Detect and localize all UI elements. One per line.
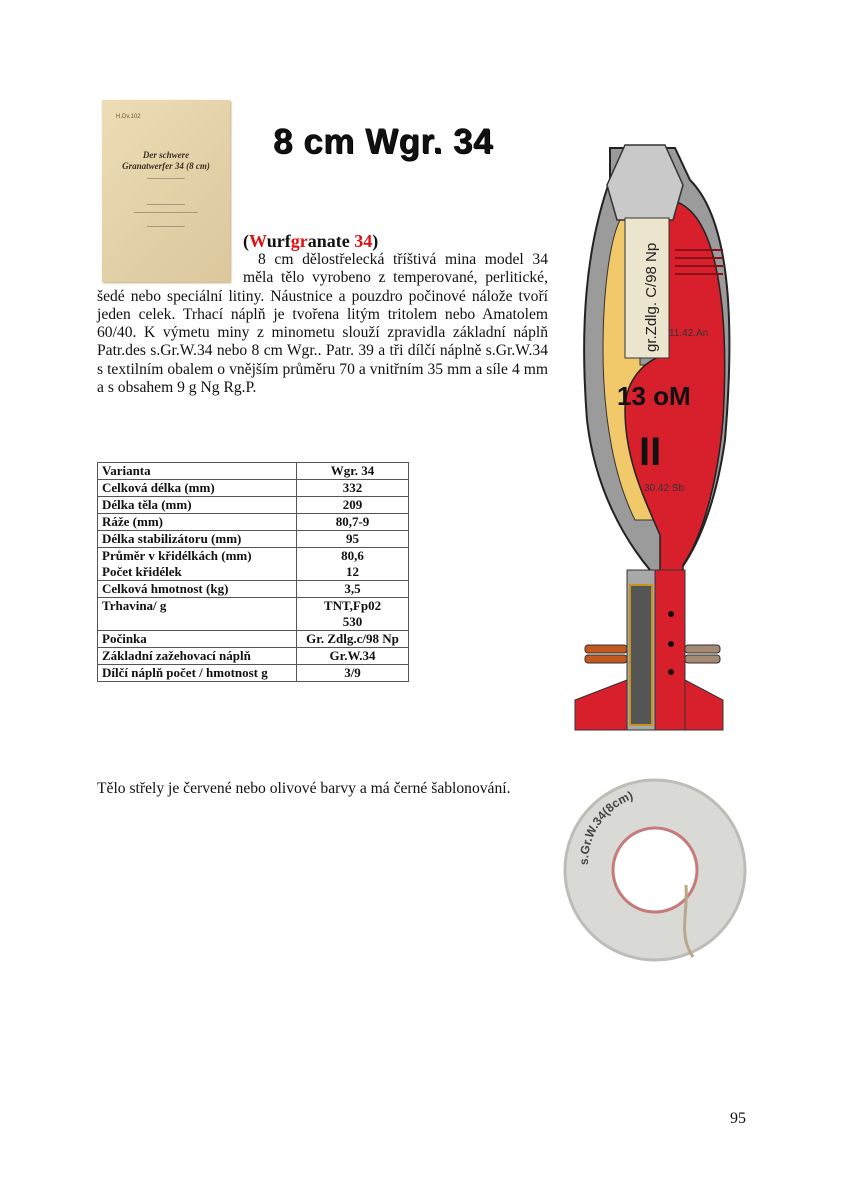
row-label (98, 531, 297, 548)
row-label (98, 648, 297, 665)
cover-text-line (147, 204, 185, 205)
row-label (98, 463, 297, 480)
cell-value: 12 (346, 564, 359, 579)
subtitle-part: anate (307, 231, 355, 251)
table-row (98, 531, 409, 548)
page-number: 95 (730, 1110, 746, 1127)
table-row (98, 598, 409, 631)
row-value (297, 480, 409, 497)
subtitle-paren: ) (372, 231, 379, 251)
description-paragraph: 8 cm dělostřelecká tříštivá mina model 34 měla tělo vyrobeno z temperované, perlitické, šedé nebo speciální litiny. Náustnice a pouzdro počinové nálože tvoří jeden celek. Trhací náplň je tvořena litým tritolem nebo Amatolem 60/40. K výmetu miny z minometu slouží zpravidla základní náplň Patr.des s.Gr.W.34 nebo 8 cm Wgr.. Patr. 39 a tři dílčí náplně s.Gr.W.34 s textilním obalem o vnějším průměru 70 a vnitřním 35 mm a síle 4 mm a s obsahem 9 g Ng Rg.P. (97, 251, 548, 397)
marking-ii: II (639, 430, 662, 474)
marking-13om: 13 oM (617, 381, 691, 411)
row-label (98, 581, 297, 598)
subtitle-paren: ( (243, 231, 249, 251)
color-note-text: Tělo střely je červené nebo olivové barvy a má černé šablonování. (97, 780, 511, 797)
cell-value: 530 (342, 614, 363, 629)
tail-tube-red (655, 570, 685, 730)
row-label (98, 514, 297, 531)
cell-value: Wgr. 34 (330, 463, 375, 478)
cell-label: Počet křidélek (102, 564, 182, 579)
ring-hole (613, 828, 697, 912)
table-row (98, 648, 409, 665)
cover-title-line2: Granatwerfer 34 (8 cm) (122, 161, 210, 171)
row-value (297, 497, 409, 514)
cover-text-line (147, 226, 185, 227)
cell-label: Základní zažehovací náplň (102, 648, 251, 663)
cover-wrap-spacer (97, 231, 243, 287)
mine-cutaway-diagram (565, 140, 735, 740)
cell-value: 332 (342, 480, 363, 495)
charge-ring-photo (558, 775, 753, 970)
table-row (98, 548, 409, 581)
row-value (297, 631, 409, 648)
cell-value: 209 (342, 497, 363, 512)
cover-text-line (134, 212, 198, 213)
cell-label: Trhavina/ g (102, 598, 167, 613)
cell-value: 3,5 (344, 581, 361, 596)
cell-label: Průměr v křidélkách (mm) (102, 548, 252, 563)
table-row (98, 497, 409, 514)
table-row (98, 480, 409, 497)
table-row (98, 581, 409, 598)
fuze-label: gr.Zdlg. C/98 Np (643, 242, 660, 352)
cell-value: Gr.W.34 (329, 648, 376, 663)
row-value (297, 598, 409, 631)
subtitle-part: gr (290, 231, 308, 251)
cell-label: Celková délka (mm) (102, 480, 215, 495)
cell-label: Počinka (102, 631, 147, 646)
cell-label: Ráže (mm) (102, 514, 163, 529)
marking-date-1: 11.42.An (669, 328, 709, 339)
cell-label: Varianta (102, 463, 151, 478)
specification-table (97, 462, 409, 682)
cell-value: 80,7-9 (335, 514, 370, 529)
row-label (98, 480, 297, 497)
table-row (98, 463, 409, 480)
subtitle-part: W (249, 231, 267, 251)
cell-value: TNT,Fp02 (323, 598, 382, 613)
row-label (98, 548, 297, 581)
table-row (98, 514, 409, 531)
table-row (98, 631, 409, 648)
row-label (98, 665, 297, 682)
cell-value: 80,6 (341, 548, 364, 563)
subtitle-part: urf (266, 231, 291, 251)
cover-code: H.Dv.102 (116, 114, 141, 120)
row-value (297, 514, 409, 531)
cell-label: Délka těla (mm) (102, 497, 192, 512)
cell-label: Celková hmotnost (kg) (102, 581, 229, 596)
cell-label: Délka stabilizátoru (mm) (102, 531, 242, 546)
cover-text-line (147, 178, 185, 179)
row-value (297, 665, 409, 682)
cell-value: 3/9 (344, 665, 361, 680)
row-value (297, 463, 409, 480)
row-value (297, 581, 409, 598)
intro-text-block (97, 231, 548, 397)
cell-value: 95 (346, 531, 359, 546)
ring-stamp: s.Gr.W.34(8cm) (576, 788, 635, 866)
propellant-cartridge (630, 585, 652, 725)
table-row (98, 665, 409, 682)
page-title: 8 cm Wgr. 34 (273, 122, 493, 161)
marking-date-2: 30.42 Sb (644, 483, 685, 494)
cell-value: Gr. Zdlg.c/98 Np (306, 631, 399, 646)
row-value (297, 648, 409, 665)
cell-label: Dílčí náplň počet / hmotnost g (102, 665, 268, 680)
row-value (297, 548, 409, 581)
row-value (297, 531, 409, 548)
subtitle-part: 34 (354, 231, 373, 251)
row-label (98, 598, 297, 631)
cover-title-line1: Der schwere (142, 150, 190, 160)
row-label (98, 631, 297, 648)
row-label (98, 497, 297, 514)
